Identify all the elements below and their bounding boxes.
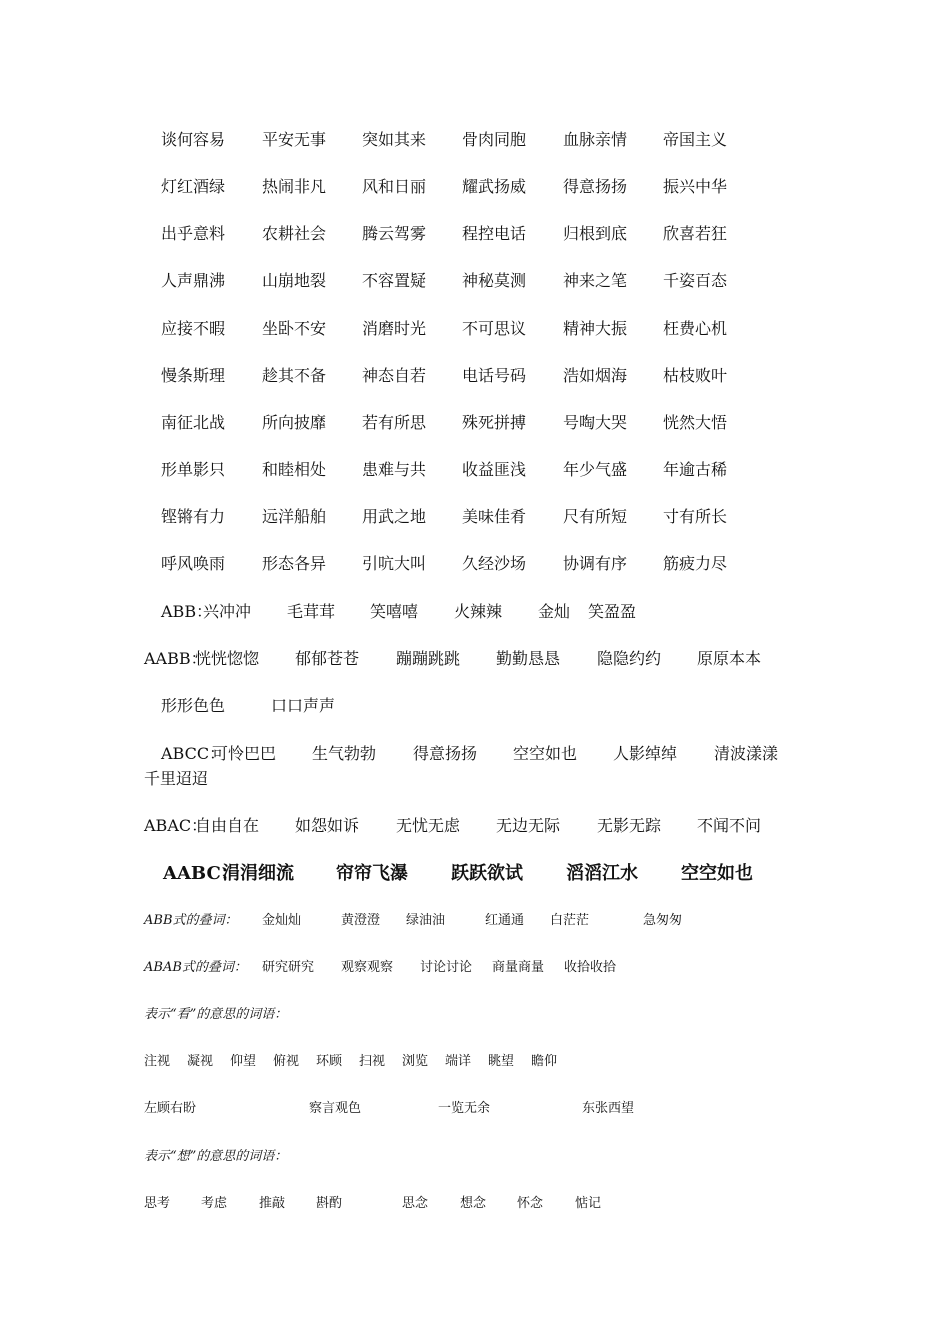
idiom: 形态各异: [262, 554, 327, 573]
idiom: 坐卧不安: [262, 319, 327, 338]
idiom: 山崩地裂: [262, 271, 327, 290]
idiom: 谈何容易: [161, 130, 226, 149]
word: 收拾收拾: [564, 960, 617, 975]
idiom: 应接不暇: [161, 319, 226, 338]
word: 不闻不问: [697, 816, 762, 835]
word: 浏览: [402, 1054, 429, 1069]
word: 金灿灿: [262, 913, 302, 928]
idiom: 腾云驾雾: [362, 224, 427, 243]
idiom: 用武之地: [362, 507, 427, 526]
idiom: 趁其不备: [262, 366, 327, 385]
word: 蹦蹦跳跳: [396, 649, 461, 668]
word: 清波漾漾: [714, 744, 779, 763]
word: 无边无际: [496, 816, 561, 835]
idiom: 铿锵有力: [161, 507, 226, 526]
idiom: 消磨时光: [362, 319, 427, 338]
idiom: 不容置疑: [362, 271, 427, 290]
word: 俯视: [273, 1054, 300, 1069]
word: 笑盈盈: [588, 602, 637, 621]
abcc-label: ABCC：: [161, 744, 226, 763]
idiom: 电话号码: [462, 366, 527, 385]
idiom: 久经沙场: [462, 554, 527, 573]
word: 推敲: [259, 1196, 286, 1211]
idiom: 远洋船舶: [262, 507, 327, 526]
word: 想念: [460, 1196, 487, 1211]
word: 跃跃欲试: [451, 863, 523, 884]
word: 郁郁苍苍: [295, 649, 360, 668]
idiom: 千姿百态: [663, 271, 728, 290]
word: 思念: [402, 1196, 429, 1211]
idiom: 协调有序: [563, 554, 628, 573]
idiom: 热闹非凡: [262, 177, 327, 196]
word: 隐隐约约: [597, 649, 662, 668]
idiom: 欣喜若狂: [663, 224, 728, 243]
word: 东张西望: [582, 1101, 635, 1116]
word: 左顾右盼: [144, 1101, 197, 1116]
aabc-label: AABC：: [163, 863, 239, 884]
idiom: 尺有所短: [563, 507, 628, 526]
word: 无影无踪: [597, 816, 662, 835]
word: 黄澄澄: [341, 913, 381, 928]
idiom: 寸有所长: [663, 507, 728, 526]
word: 注视: [144, 1054, 171, 1069]
aabb-label: AABB：: [144, 649, 207, 668]
word: 形形色色: [161, 696, 226, 715]
idiom: 号啕大哭: [563, 413, 628, 432]
word: 凝视: [187, 1054, 214, 1069]
idiom: 慢条斯理: [161, 366, 226, 385]
idiom: 年逾古稀: [663, 460, 728, 479]
idiom: 出乎意料: [161, 224, 226, 243]
idiom: 耀武扬威: [462, 177, 527, 196]
word: 仰望: [230, 1054, 257, 1069]
word: 恍恍惚惚: [195, 649, 260, 668]
idiom: 风和日丽: [362, 177, 427, 196]
word: 空空如也: [513, 744, 578, 763]
idiom: 筋疲力尽: [663, 554, 728, 573]
idiom: 神秘莫测: [462, 271, 527, 290]
word: 千里迢迢: [144, 769, 209, 788]
word: 可怜巴巴: [212, 744, 277, 763]
idiom: 突如其来: [362, 130, 427, 149]
idiom: 振兴中华: [663, 177, 728, 196]
word: 红通通: [485, 913, 525, 928]
word: 笑嘻嘻: [370, 602, 419, 621]
word: 急匆匆: [643, 913, 683, 928]
idiom: 恍然大悟: [663, 413, 728, 432]
idiom: 灯红酒绿: [161, 177, 226, 196]
word: 人影绰绰: [613, 744, 678, 763]
idiom: 南征北战: [161, 413, 226, 432]
idiom: 年少气盛: [563, 460, 628, 479]
idiom: 收益匪浅: [462, 460, 527, 479]
word: 斟酌: [316, 1196, 343, 1211]
word: 口口声声: [271, 696, 336, 715]
idiom: 枯枝败叶: [663, 366, 728, 385]
idiom: 和睦相处: [262, 460, 327, 479]
word: 考虑: [201, 1196, 228, 1211]
word: 帘帘飞瀑: [336, 863, 408, 884]
idiom: 呼风唤雨: [161, 554, 226, 573]
idiom: 骨肉同胞: [462, 130, 527, 149]
word: 怀念: [517, 1196, 544, 1211]
word: 惦记: [575, 1196, 602, 1211]
word: 无忧无虑: [396, 816, 461, 835]
word: 原原本本: [697, 649, 762, 668]
idiom: 枉费心机: [663, 319, 728, 338]
look-label: 表示“看”的意思的词语：: [144, 1007, 288, 1022]
idiom: 形单影只: [161, 460, 226, 479]
word: 如怨如诉: [295, 816, 360, 835]
word: 商量商量: [492, 960, 545, 975]
word: 扫视: [359, 1054, 386, 1069]
idiom: 人声鼎沸: [161, 271, 226, 290]
word: 自由自在: [195, 816, 260, 835]
word: 勤勤恳恳: [496, 649, 561, 668]
word: 金灿: [538, 602, 571, 621]
idiom: 归根到底: [563, 224, 628, 243]
word: 空空如也: [681, 863, 753, 884]
idiom: 殊死拼搏: [462, 413, 527, 432]
think-label: 表示“想”的意思的词语：: [144, 1149, 288, 1164]
word: 毛茸茸: [287, 602, 336, 621]
word: 滔滔江水: [566, 863, 638, 884]
idiom: 若有所思: [362, 413, 427, 432]
word: 火辣辣: [454, 602, 503, 621]
word: 瞻仰: [531, 1054, 558, 1069]
word: 讨论讨论: [420, 960, 473, 975]
abb-label: ABB：: [161, 602, 213, 621]
abab-small-label: ABAB式的叠词：: [144, 960, 247, 975]
word: 环顾: [316, 1054, 343, 1069]
word: 兴冲冲: [203, 602, 252, 621]
idiom: 所向披靡: [262, 413, 327, 432]
idiom: 平安无事: [262, 130, 327, 149]
word: 眺望: [488, 1054, 515, 1069]
idiom: 神态自若: [362, 366, 427, 385]
idiom: 不可思议: [462, 319, 527, 338]
word: 一览无余: [438, 1101, 491, 1116]
word: 研究研究: [262, 960, 315, 975]
word: 得意扬扬: [413, 744, 478, 763]
word: 思考: [144, 1196, 171, 1211]
word: 生气勃勃: [312, 744, 377, 763]
idiom: 浩如烟海: [563, 366, 628, 385]
abb-small-label: ABB式的叠词：: [144, 913, 238, 928]
word: 察言观色: [309, 1101, 362, 1116]
idiom: 血脉亲情: [563, 130, 628, 149]
word: 白茫茫: [550, 913, 590, 928]
idiom: 神来之笔: [563, 271, 628, 290]
word: 观察观察: [341, 960, 394, 975]
word: 涓涓细流: [222, 863, 294, 884]
idiom: 患难与共: [362, 460, 427, 479]
idiom: 得意扬扬: [563, 177, 628, 196]
abac-label: ABAC：: [144, 816, 208, 835]
idiom: 农耕社会: [262, 224, 327, 243]
idiom: 帝国主义: [663, 130, 728, 149]
word: 绿油油: [406, 913, 446, 928]
idiom: 引吭大叫: [362, 554, 427, 573]
idiom: 程控电话: [462, 224, 527, 243]
idiom: 精神大振: [563, 319, 628, 338]
word: 端详: [445, 1054, 472, 1069]
idiom: 美味佳肴: [462, 507, 527, 526]
